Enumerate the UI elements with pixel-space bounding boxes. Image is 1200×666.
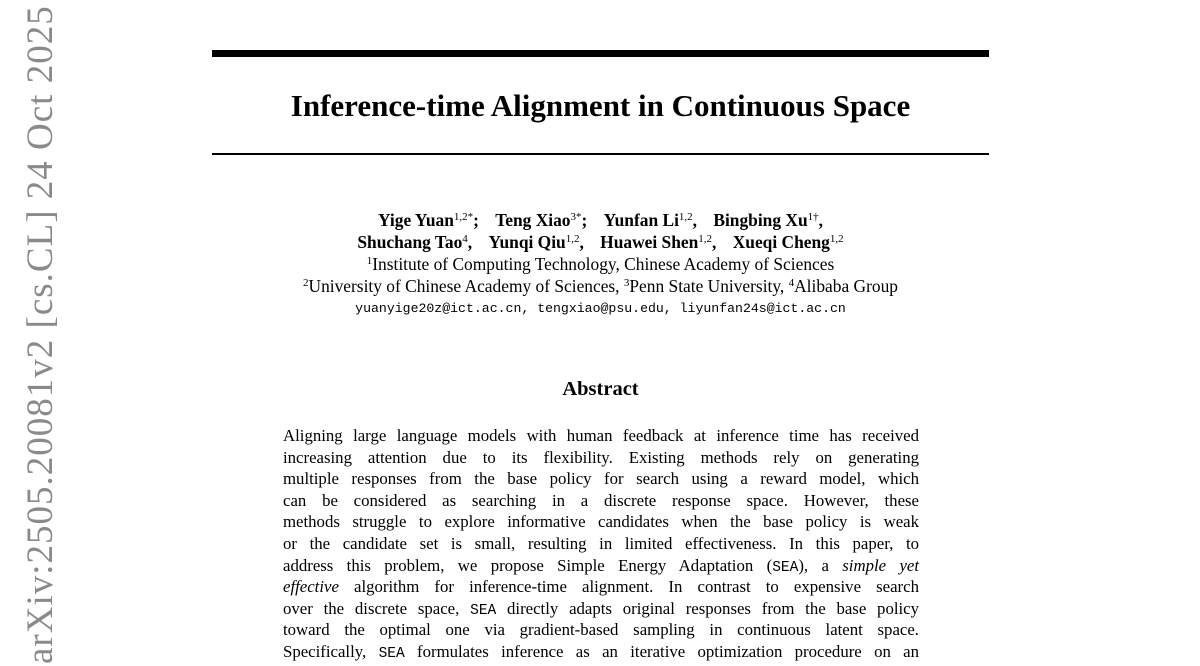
abstract-line: address this problem, we propose Simple Energy Adaptation (SEA), a simple yet <box>283 555 919 576</box>
author-huawei-shen: Huawei Shen$^{1,2}$, <box>600 232 717 252</box>
author-block <box>212 209 989 319</box>
author-teng-xiao: Teng Xiao$^{3*}$; <box>495 210 588 230</box>
affiliation-line-1: $^1$Institute of Computing Technology, Chinese Academy of Sciences <box>366 254 835 274</box>
abstract-line: toward the optimal one via gradient-based sampling in continuous latent space. <box>283 620 919 640</box>
author-xueqi-cheng: Xueqi Cheng$^{1,2}$ <box>732 232 844 252</box>
author-yunfan-li: Yunfan Li$^{1,2}$, <box>603 210 698 230</box>
abstract-line: effective algorithm for inference-time alignment. In contrast to expensive search <box>283 577 919 597</box>
abstract-line: over the discrete space, SEA directly adapts original responses from the base policy <box>283 598 919 619</box>
author-bingbing-xu: Bingbing $Xu^{1\dagger}$, <box>713 210 823 230</box>
abstract-line: Aligning large language models with human feedback at inference time has received <box>283 426 919 445</box>
method-name-code: SEA <box>378 645 405 662</box>
authors-line-1 <box>212 209 989 231</box>
abstract-line: increasing attention due to its flexibility. Existing methods rely on generating <box>283 447 919 467</box>
abstract-line: multiple responses from the base policy for search using a reward model, which <box>283 469 919 489</box>
abstract-body <box>283 425 919 663</box>
method-name-code: SEA <box>772 559 799 576</box>
abstract-line: Specifically, SEA formulates inference as an iterative optimization procedure on an <box>283 641 919 662</box>
authors-line-2 <box>212 231 989 253</box>
abstract-line: can be considered as searching in a discrete response space. However, these <box>283 490 919 510</box>
abstract-line: methods struggle to explore informative candidates when the base policy is weak <box>283 512 919 532</box>
author-shuchang-tao: Shuchang Tao$^4$, <box>357 232 473 252</box>
abstract-line: or the candidate set is small, resulting in limited effectiveness. In this paper, to <box>283 533 919 553</box>
arxiv-side-stamp: arXiv:2505.20081v2 [cs.CL] 24 Oct 2025 <box>20 5 61 664</box>
title-bottom-rule <box>212 153 989 155</box>
author-yige-yuan: Yige Yuan$^{1,2*}$; <box>378 210 479 230</box>
method-name-code: SEA <box>470 602 497 619</box>
abstract-heading: Abstract <box>562 378 639 400</box>
affiliation-line-2: $^2$University of Chinese Academy of Sciences, $^3$Penn State University, $^4$Alibaba Group <box>303 276 898 296</box>
paper-title: Inference-time Alignment in Continuous Space <box>290 88 911 123</box>
author-emails: yuanyige20z@ict.ac.cn, tengxiao@psu.edu, liyunfan24s@ict.ac.cn <box>355 301 846 316</box>
author-yunqi-qiu: Yunqi Qiu$^{1,2}$, <box>488 232 584 252</box>
title-top-rule <box>212 50 989 57</box>
